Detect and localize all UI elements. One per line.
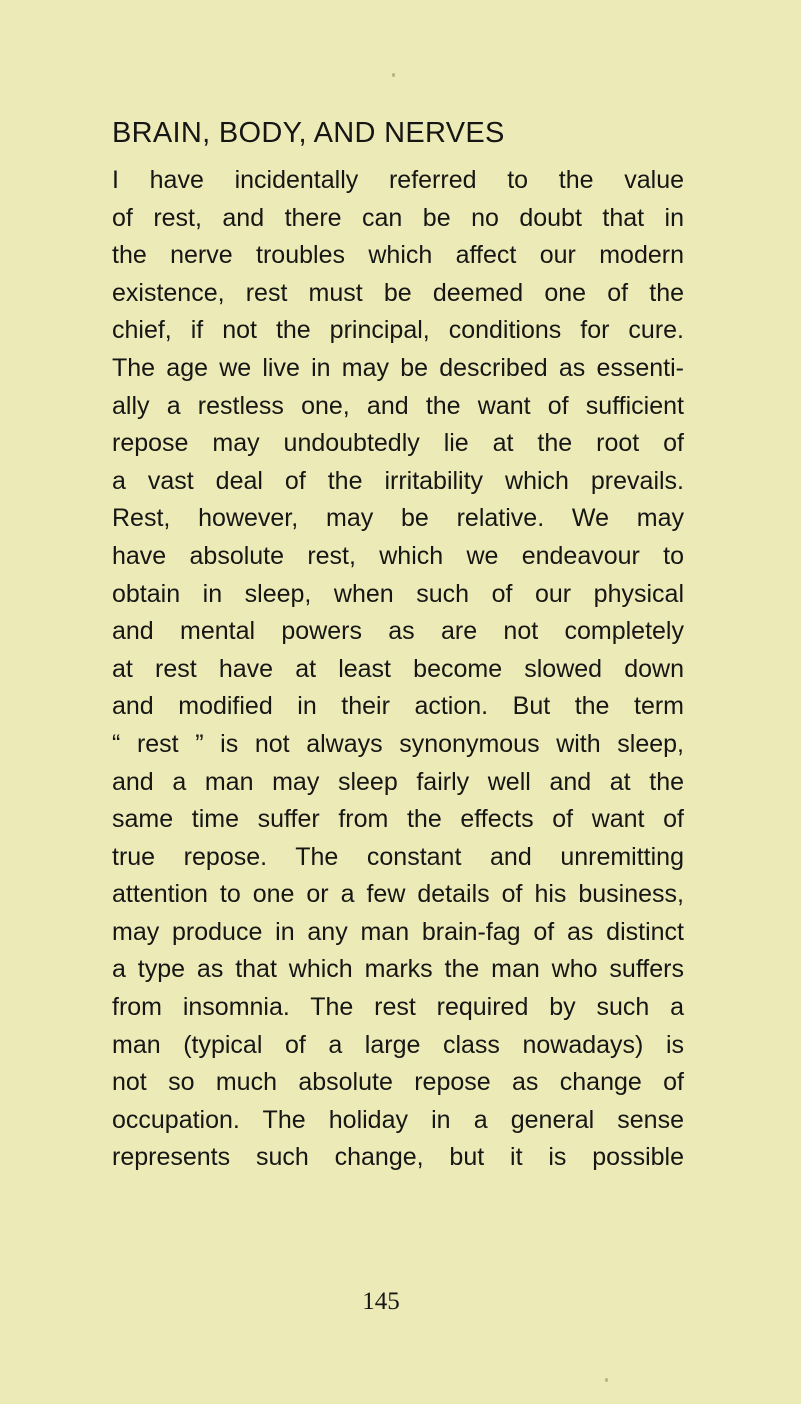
text-line: from insomnia. The rest required by such a: [112, 993, 684, 1022]
text-line: not so much absolute repose as change of: [112, 1068, 684, 1097]
paper-speck: [392, 73, 395, 77]
text-line: existence, rest must be deemed one of the: [112, 278, 684, 307]
text-line: repose may undoubtedly lie at the root of: [112, 429, 684, 458]
text-line: The age we live in may be described as essenti-: [112, 353, 684, 382]
text-line: “ rest ” is not always synonymous with sleep,: [112, 729, 684, 758]
text-line: ally a restless one, and the want of sufficient: [112, 391, 684, 420]
text-line: attention to one or a few details of his business,: [112, 880, 684, 909]
text-line: the nerve troubles which affect our modern: [112, 241, 684, 270]
paper-speck: [605, 1378, 608, 1382]
text-line: Rest, however, may be relative. We may: [112, 504, 684, 533]
text-line: obtain in sleep, when such of our physical: [112, 579, 684, 608]
text-line: and mental powers as are not completely: [112, 617, 684, 646]
text-line: and modified in their action. But the term: [112, 692, 684, 721]
body-text: [112, 162, 684, 1177]
text-line: man (typical of a large class nowadays) is: [112, 1030, 684, 1059]
text-line: occupation. The holiday in a general sense: [112, 1105, 684, 1134]
text-line: of rest, and there can be no doubt that in: [112, 203, 684, 232]
text-line: true repose. The constant and unremitting: [112, 842, 684, 871]
text-line: a type as that which marks the man who suffers: [112, 955, 684, 984]
text-line: have absolute rest, which we endeavour to: [112, 541, 684, 570]
text-line: a vast deal of the irritability which prevails.: [112, 466, 684, 495]
text-line: chief, if not the principal, conditions for cure.: [112, 316, 684, 345]
text-line: same time suffer from the effects of want of: [112, 805, 684, 834]
text-line: at rest have at least become slowed down: [112, 654, 684, 683]
text-line: represents such change, but it is possible: [112, 1143, 684, 1172]
text-line: I have incidentally referred to the value: [112, 166, 684, 194]
text-line: may produce in any man brain-fag of as distinct: [112, 917, 684, 946]
text-line: and a man may sleep fairly well and at the: [112, 767, 684, 796]
page-number: 145: [362, 1288, 400, 1315]
running-head: BRAIN, BODY, AND NERVES: [112, 117, 505, 149]
